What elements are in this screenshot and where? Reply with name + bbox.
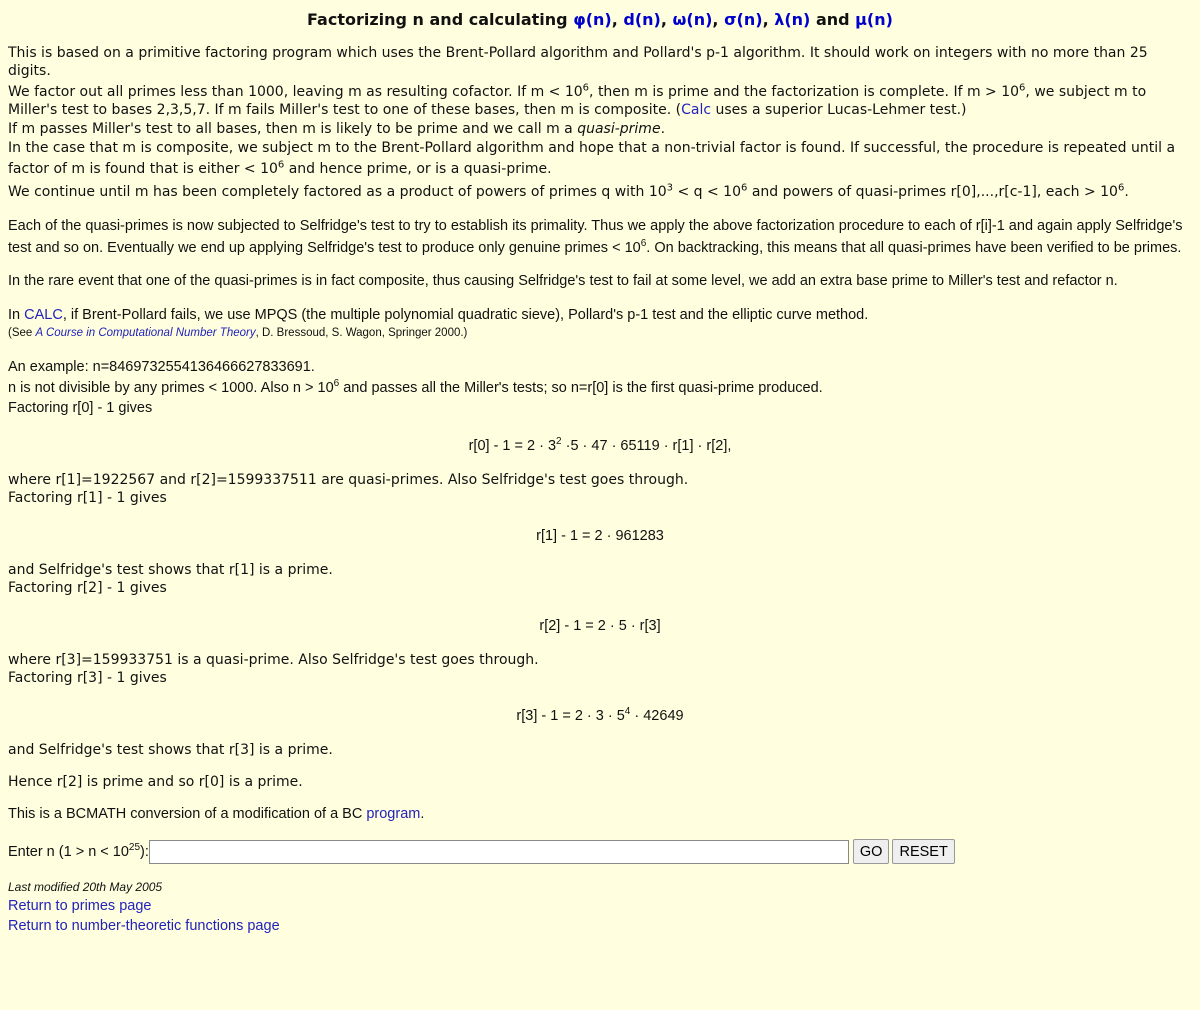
conversion-note: This is a BCMATH conversion of a modification of a BC program.	[8, 806, 425, 822]
last-modified: Last modified 20th May 2005	[8, 880, 163, 894]
equation-r3: $r[3] - 1 = 2 \cdot 3 \cdot 5^4 \cdot 42649$	[516, 706, 684, 724]
program-link[interactable]: program	[366, 806, 421, 822]
intro-line-4: In the case that m is composite, we subject m to the Brent-Pollard algorithm and hope that a non-trivial factor is found. If successful, the procedure is repeated until a factor of m is found that is either < $10^6$ and hence prime, or is a quasi-prime.	[8, 140, 1176, 177]
where-r1-r2: where r[1]=1922567 and r[2]=1599337511 are quasi-primes. Also Selfridge's test goes through.	[8, 472, 689, 488]
functions-page-link[interactable]: Return to number-theoretic functions page	[8, 918, 280, 934]
book-link[interactable]: A Course in Computational Number Theory	[35, 327, 256, 339]
example-section	[8, 358, 1192, 417]
title-prefix: Factorizing n and calculating	[307, 10, 574, 29]
n-input[interactable]	[149, 840, 849, 864]
intro-section	[8, 44, 1192, 201]
reset-button[interactable]: RESET	[892, 839, 954, 864]
factoring-r3: Factoring r[3] - 1 gives	[8, 670, 167, 686]
phi-link[interactable]: φ(n)	[573, 10, 612, 29]
factor-form	[8, 839, 1192, 864]
factoring-r1: Factoring r[1] - 1 gives	[8, 490, 167, 506]
intro-line-5: We continue until m has been completely factored as a product of powers of primes q with $10^3 < q < 10^6$ and powers of quasi-primes r[0],...,r[c-1], each > $10^6$.	[8, 182, 1129, 200]
lambda-link[interactable]: λ(n)	[774, 10, 811, 29]
go-button[interactable]: GO	[853, 839, 890, 864]
factoring-r2: Factoring r[2] - 1 gives	[8, 580, 167, 596]
d-link[interactable]: d(n)	[623, 10, 661, 29]
example-line-3: Factoring r[0] - 1 gives	[8, 400, 153, 416]
r3-prime: and Selfridge's test shows that r[3] is a prime.	[8, 742, 333, 758]
page	[0, 10, 1200, 936]
r1-prime: and Selfridge's test shows that r[1] is a prime.	[8, 562, 333, 578]
omega-link[interactable]: ω(n)	[672, 10, 713, 29]
intro-line-3: If m passes Miller's test to all bases, then m is likely to be prime and we call m a quasi-prime.	[8, 121, 666, 137]
intro-line-2: We factor out all primes less than 1000, leaving m as resulting cofactor. If $m < 10^6$, then m is prime and the factorization is complete. If $m > 10^6$, we subject m to Miller's test to bases 2,3,5,7. If m fails Miller's test to one of these bases, then m is composite. (Calc uses a superior Lucas-Lehmer test.)	[8, 82, 1147, 118]
example-line-2: n is not divisible by any primes < 1000. Also $n > 10^6$ and passes all the Miller's tests; so n=r[0] is the first quasi-prime produced.	[8, 378, 823, 396]
primes-page-link[interactable]: Return to primes page	[8, 898, 152, 914]
calc-paragraph: In CALC, if Brent-Pollard fails, we use MPQS (the multiple polynomial quadratic sieve), Pollard's p-1 test and the elliptic curve method.	[8, 307, 869, 323]
rare-event-paragraph: In the rare event that one of the quasi-primes is in fact composite, thus causing Selfridge's test to fail at some level, we add an extra base prime to Miller's test and refactor n.	[8, 273, 1118, 289]
page-title: Factorizing n and calculating φ(n), d(n), ω(n), σ(n), λ(n) and μ(n)	[307, 10, 893, 29]
footer-links	[8, 896, 1192, 936]
intro-line-1: This is based on a primitive factoring program which uses the Brent-Pollard algorithm and Pollard's p-1 algorithm. It should work on integers with no more than 25 digits.	[8, 45, 1148, 79]
selfridge-paragraph: Each of the quasi-primes is now subjected to Selfridge's test to try to establish its primality. Thus we apply the above factorization procedure to each of r[i]-1 and again apply Selfridge's test and so on. Eventually we end up applying Selfridge's test to produce only genuine primes < $10^6$. On backtracking, this means that all quasi-primes have been verified to be primes.	[8, 218, 1183, 256]
example-line-1: An example: n=8469732554136466627833691.	[8, 359, 315, 375]
input-label: Enter n $(1 > n < 10^{25})$:	[8, 841, 149, 860]
calc-link[interactable]: Calc	[681, 102, 712, 118]
sigma-link[interactable]: σ(n)	[724, 10, 763, 29]
where-r3: where r[3]=159933751 is a quasi-prime. Also Selfridge's test goes through.	[8, 652, 539, 668]
equation-r2: r[2] - 1 = 2 · 5 · r[3]	[539, 618, 661, 634]
hence-statement: Hence r[2] is prime and so r[0] is a prime.	[8, 774, 303, 790]
calc-link-2[interactable]: CALC	[24, 307, 63, 323]
mu-link[interactable]: μ(n)	[855, 10, 893, 29]
equation-r1: r[1] - 1 = 2 · 961283	[536, 528, 664, 544]
reference-note: (See A Course in Computational Number Theory, D. Bressoud, S. Wagon, Springer 2000.)	[8, 327, 468, 339]
equation-r0: $r[0] - 1 = 2 \cdot 3^2 \cdot 5 \cdot 47 \cdot 65119 \cdot r[1] \cdot r[2]$,	[468, 436, 732, 454]
